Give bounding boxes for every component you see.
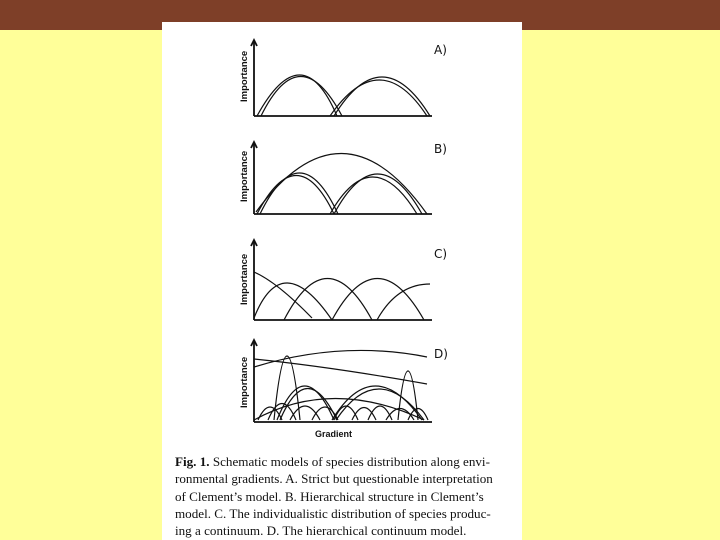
caption-text: model. C. The individualistic distribution of species produc- xyxy=(175,505,491,521)
panel-a-curve xyxy=(257,75,337,116)
panel-c-curve xyxy=(332,279,424,321)
caption-bold: Fig. 1. xyxy=(175,454,210,469)
caption-line xyxy=(175,488,513,505)
panel-b-ylabel: Importance xyxy=(239,150,250,202)
panel-d-curve xyxy=(368,406,392,420)
panel-c-curve xyxy=(254,272,312,318)
figure-page xyxy=(162,22,522,540)
panel-b-curve xyxy=(257,176,334,215)
panel-c-label: C) xyxy=(434,247,448,261)
panel-b-curve xyxy=(330,177,417,214)
panel-d-curve xyxy=(352,408,376,421)
caption-line xyxy=(175,453,513,470)
caption-line xyxy=(175,522,513,539)
caption-text: of Clement’s model. B. Hierarchical structure in Clement’s xyxy=(175,488,484,504)
panel-b-label: B) xyxy=(434,142,447,156)
panel-d-curve xyxy=(280,389,337,421)
panel-b xyxy=(239,142,447,214)
panel-d-label: D) xyxy=(434,347,448,361)
caption-text: Schematic models of species distribution along envi- xyxy=(209,454,490,469)
panel-c xyxy=(239,240,447,320)
panel-a xyxy=(239,40,447,116)
panel-d-curve xyxy=(254,359,427,384)
panel-d-ylabel: Importance xyxy=(239,356,250,408)
panel-d-curve xyxy=(254,350,427,367)
caption-text: ronmental gradients. A. Strict but questionable interpretation xyxy=(175,471,493,487)
panel-d xyxy=(239,340,448,439)
panel-d-curve xyxy=(277,386,334,420)
panel-c-curve xyxy=(254,283,332,320)
panel-a-ylabel: Importance xyxy=(239,50,250,102)
panel-b-curve xyxy=(334,174,422,214)
caption-line xyxy=(175,470,513,487)
panel-a-curve xyxy=(334,77,430,116)
panel-a-curve xyxy=(261,77,342,117)
panel-c-curve xyxy=(377,284,430,320)
panel-a-label: A) xyxy=(434,43,447,57)
panel-d-curve xyxy=(312,407,338,420)
x-axis-label: Gradient xyxy=(315,429,353,439)
caption-line xyxy=(175,505,513,522)
panel-b-curve xyxy=(260,173,338,214)
panel-c-ylabel: Importance xyxy=(239,253,250,305)
caption-text: ing a continuum. D. The hierarchical continuum model. xyxy=(175,523,467,539)
panel-b-curve xyxy=(256,153,427,214)
panel-a-curve xyxy=(330,80,427,116)
figure-caption xyxy=(175,453,513,539)
